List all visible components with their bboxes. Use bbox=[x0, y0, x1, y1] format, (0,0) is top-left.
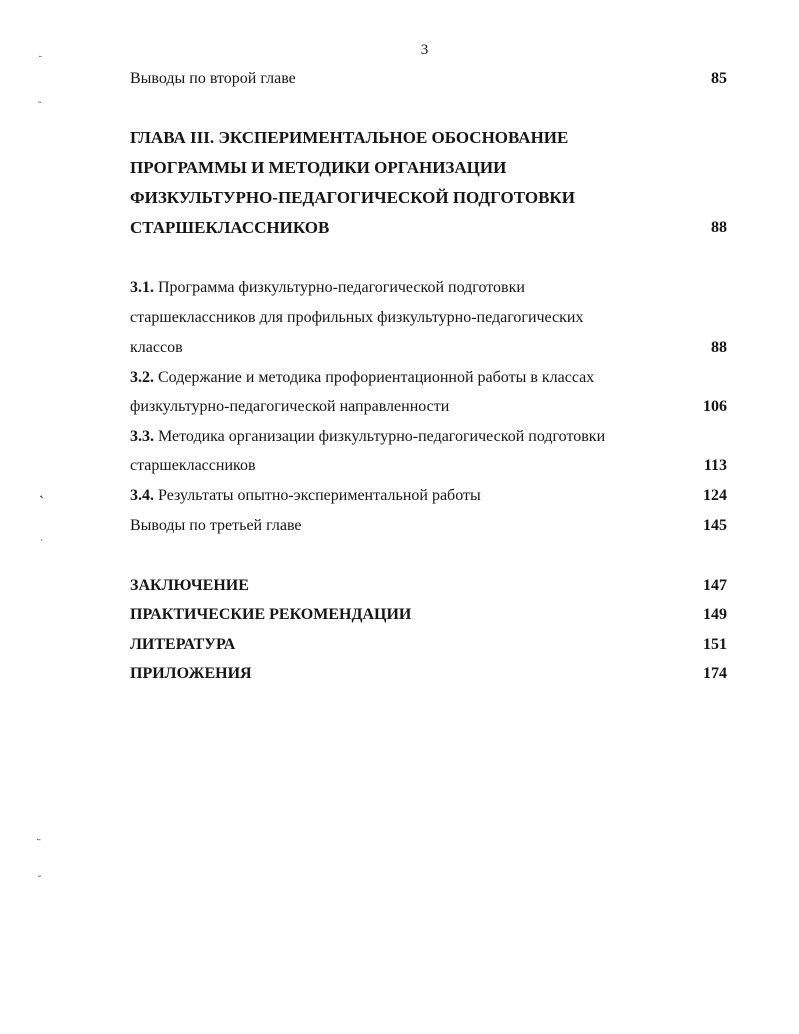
section-title-line: Результаты опытно-экспериментальной работы bbox=[154, 487, 481, 504]
chapter-3-title-line-3[interactable]: ФИЗКУЛЬТУРНО-ПЕДАГОГИЧЕСКОЙ ПОДГОТОВКИ bbox=[130, 188, 575, 207]
chapter-3-title-line-4[interactable]: СТАРШЕКЛАССНИКОВ bbox=[130, 218, 330, 237]
chapter-3-title-line-1[interactable]: ГЛАВА III. ЭКСПЕРИМЕНТАЛЬНОЕ ОБОСНОВАНИЕ bbox=[130, 128, 569, 147]
toc-page-number: 174 bbox=[703, 665, 727, 682]
section-title-line: старшеклассников bbox=[130, 457, 256, 474]
toc-entry-section-3-1[interactable] bbox=[130, 278, 525, 298]
toc-entry-conclusions-chapter-3[interactable]: Выводы по третьей главе bbox=[130, 517, 302, 534]
section-title-line: физкультурно-педагогической направленности bbox=[130, 398, 450, 415]
section-title-line: Программа физкультурно-педагогической подготовки bbox=[154, 279, 525, 296]
toc-entry-conclusions-chapter-2[interactable]: Выводы по второй главе bbox=[130, 70, 296, 87]
scan-speck: ˞ bbox=[40, 493, 43, 503]
section-title-line: Содержание и методика профориентационной работы в классах bbox=[154, 369, 595, 386]
toc-page-number: 147 bbox=[703, 577, 727, 594]
toc-page-number: 151 bbox=[703, 636, 727, 653]
section-title-line: классов bbox=[130, 339, 183, 356]
scan-speck: ˘ bbox=[38, 56, 43, 66]
toc-entry-section-3-2[interactable] bbox=[130, 368, 594, 388]
section-number: 3.4. bbox=[130, 487, 154, 504]
toc-entry-practical-recommendations[interactable]: ПРАКТИЧЕСКИЕ РЕКОМЕНДАЦИИ bbox=[130, 606, 412, 623]
toc-entry-appendices[interactable]: ПРИЛОЖЕНИЯ bbox=[130, 665, 252, 682]
section-number: 3.3. bbox=[130, 428, 154, 445]
scan-speck: ˵ bbox=[38, 97, 41, 107]
chapter-3-title-line-2[interactable]: ПРОГРАММЫ И МЕТОДИКИ ОРГАНИЗАЦИИ bbox=[130, 158, 507, 177]
page-number: 3 bbox=[420, 42, 429, 58]
toc-page-number: 145 bbox=[703, 517, 727, 534]
section-number: 3.2. bbox=[130, 369, 154, 386]
toc-page-number: 88 bbox=[711, 339, 727, 356]
section-title-line: старшеклассников для профильных физкультурно-педагогических bbox=[130, 309, 584, 326]
toc-entry-conclusion[interactable]: ЗАКЛЮЧЕНИЕ bbox=[130, 577, 249, 594]
toc-entry-section-3-4[interactable] bbox=[130, 486, 481, 506]
toc-page-number: 113 bbox=[703, 457, 727, 474]
section-title-line: Методика организации физкультурно-педагогической подготовки bbox=[154, 428, 606, 445]
toc-entry-literature[interactable]: ЛИТЕРАТУРА bbox=[130, 636, 236, 653]
toc-page-number: 88 bbox=[711, 219, 727, 236]
toc-page-number: 106 bbox=[703, 398, 727, 415]
scan-speck: ˶ bbox=[38, 871, 41, 881]
toc-page-number: 149 bbox=[703, 606, 727, 623]
scan-speck: ˾ bbox=[37, 831, 41, 841]
toc-page-number: 124 bbox=[703, 487, 727, 504]
scan-speck: ˴ bbox=[40, 535, 43, 545]
section-number: 3.1. bbox=[130, 279, 154, 296]
toc-page-number: 85 bbox=[711, 70, 727, 87]
toc-entry-section-3-3[interactable] bbox=[130, 427, 605, 447]
